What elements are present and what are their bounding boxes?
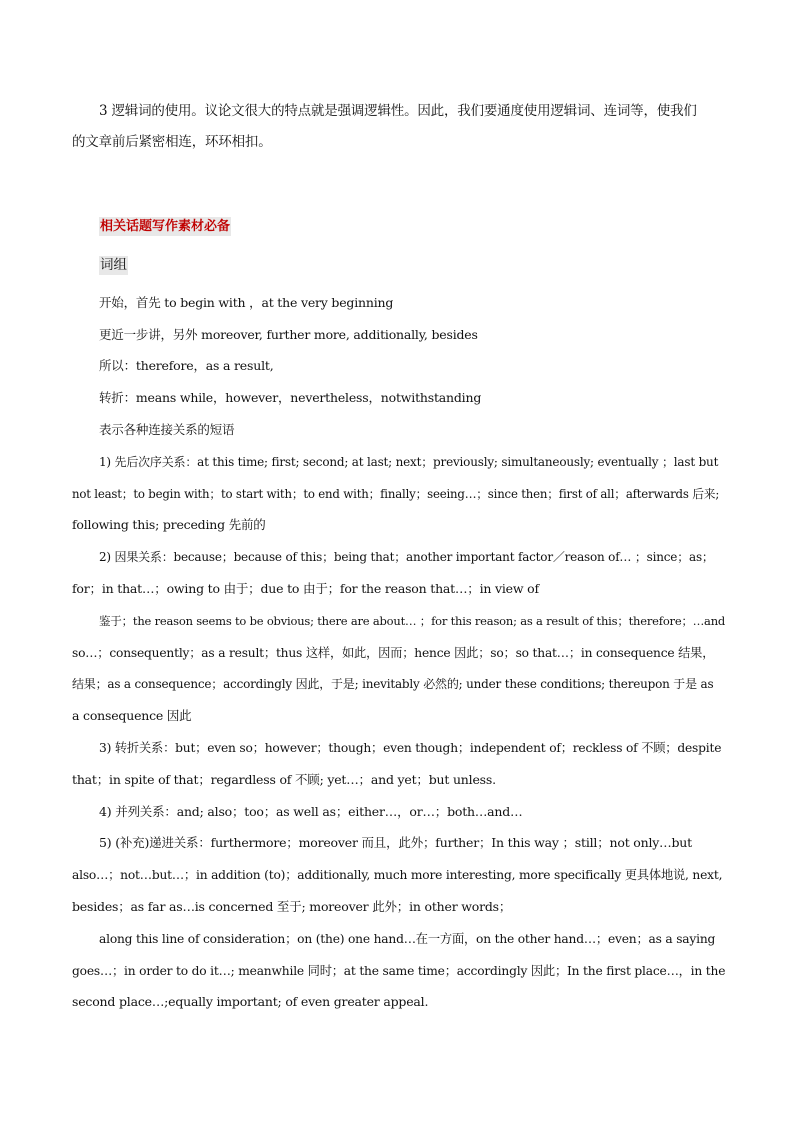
sequence-relation-line-3: following this; preceding 先前的 [72, 517, 266, 532]
progressive-relation-line-6: second place…;equally important; of even greater appeal. [72, 994, 429, 1009]
causal-relation-line-5: 结果；as a consequence；accordingly 因此，于是; inevitably 必然的; under these conditions; thereupon 于是 as [72, 677, 714, 691]
contrast-relation-line-2: that；in spite of that；regardless of 不顾; yet…；and yet；but unless. [72, 772, 496, 787]
causal-relation-line-6: a consequence 因此 [72, 708, 192, 723]
intro-paragraph-line-1: 3 逻辑词的使用。议论文很大的特点就是强调逻辑性。因此，我们要通度使用逻辑词、连词等，使我们 [99, 103, 697, 119]
progressive-relation-line-1: 5) (补充)递进关系：furthermore；moreover 而且，此外；further；In this way ；still；not only…but [99, 835, 692, 850]
progressive-relation-line-4: along this line of consideration；on (the) one hand…在一方面，on the other hand…；even；as a saying [99, 932, 716, 946]
causal-relation-line-2: for；in that…；owing to 由于；due to 由于；for the reason that…；in view of [72, 581, 539, 596]
progressive-relation-line-2: also…；not…but…；in addition (to)；additionally, much more interesting, more specifically 更具体地说, next, [72, 868, 723, 882]
contrast-relation-line-1: 3) 转折关系：but；even so；however；though；even though；independent of；reckless of 不顾；despite [99, 741, 722, 755]
section-title: 相关话题写作素材必备 [100, 219, 231, 234]
sequence-relation-line-2: not least；to begin with；to start with；to end with；finally；seeing…；since then；first of all；afterwards 后来; [72, 487, 720, 501]
phrase-line-begin: 开始，首先 to begin with ，at the very beginning [99, 295, 394, 310]
intro-paragraph-line-2: 的文章前后紧密相连，环环相扣。 [72, 134, 272, 150]
subsection-title: 词组 [100, 257, 127, 273]
phrase-line-moreover: 更近一步讲，另外 moreover, further more, additionally, besides [99, 327, 478, 342]
causal-relation-line-3: 鉴于；the reason seems to be obvious; there are about… ；for this reason; as a result of this；therefore；…and [99, 614, 726, 628]
progressive-relation-line-3: besides；as far as…is concerned 至于; moreover 此外；in other words； [72, 899, 512, 914]
phrase-line-however: 转折：means while，however，nevertheless，notwithstanding [99, 390, 482, 405]
phrase-group-heading: 表示各种连接关系的短语 [99, 422, 235, 437]
progressive-relation-line-5: goes…；in order to do it…; meanwhile 同时；at the same time；accordingly 因此；In the first place…，in the [72, 964, 726, 978]
causal-relation-line-4: so…；consequently；as a result；thus 这样，如此，因而；hence 因此；so；so that…；in consequence 结果， [72, 646, 715, 660]
phrase-line-therefore: 所以：therefore，as a result, [99, 358, 274, 373]
sequence-relation-line-1: 1) 先后次序关系：at this time; first; second; at last; next；previously; simultaneously; eventually ；last but [99, 455, 719, 469]
parallel-relation-line: 4) 并列关系：and; also；too；as well as；either…，or…；both…and… [99, 804, 523, 819]
causal-relation-line-1: 2) 因果关系：because；because of this；being that；another important factor／reason of… ；since；as； [99, 550, 714, 564]
